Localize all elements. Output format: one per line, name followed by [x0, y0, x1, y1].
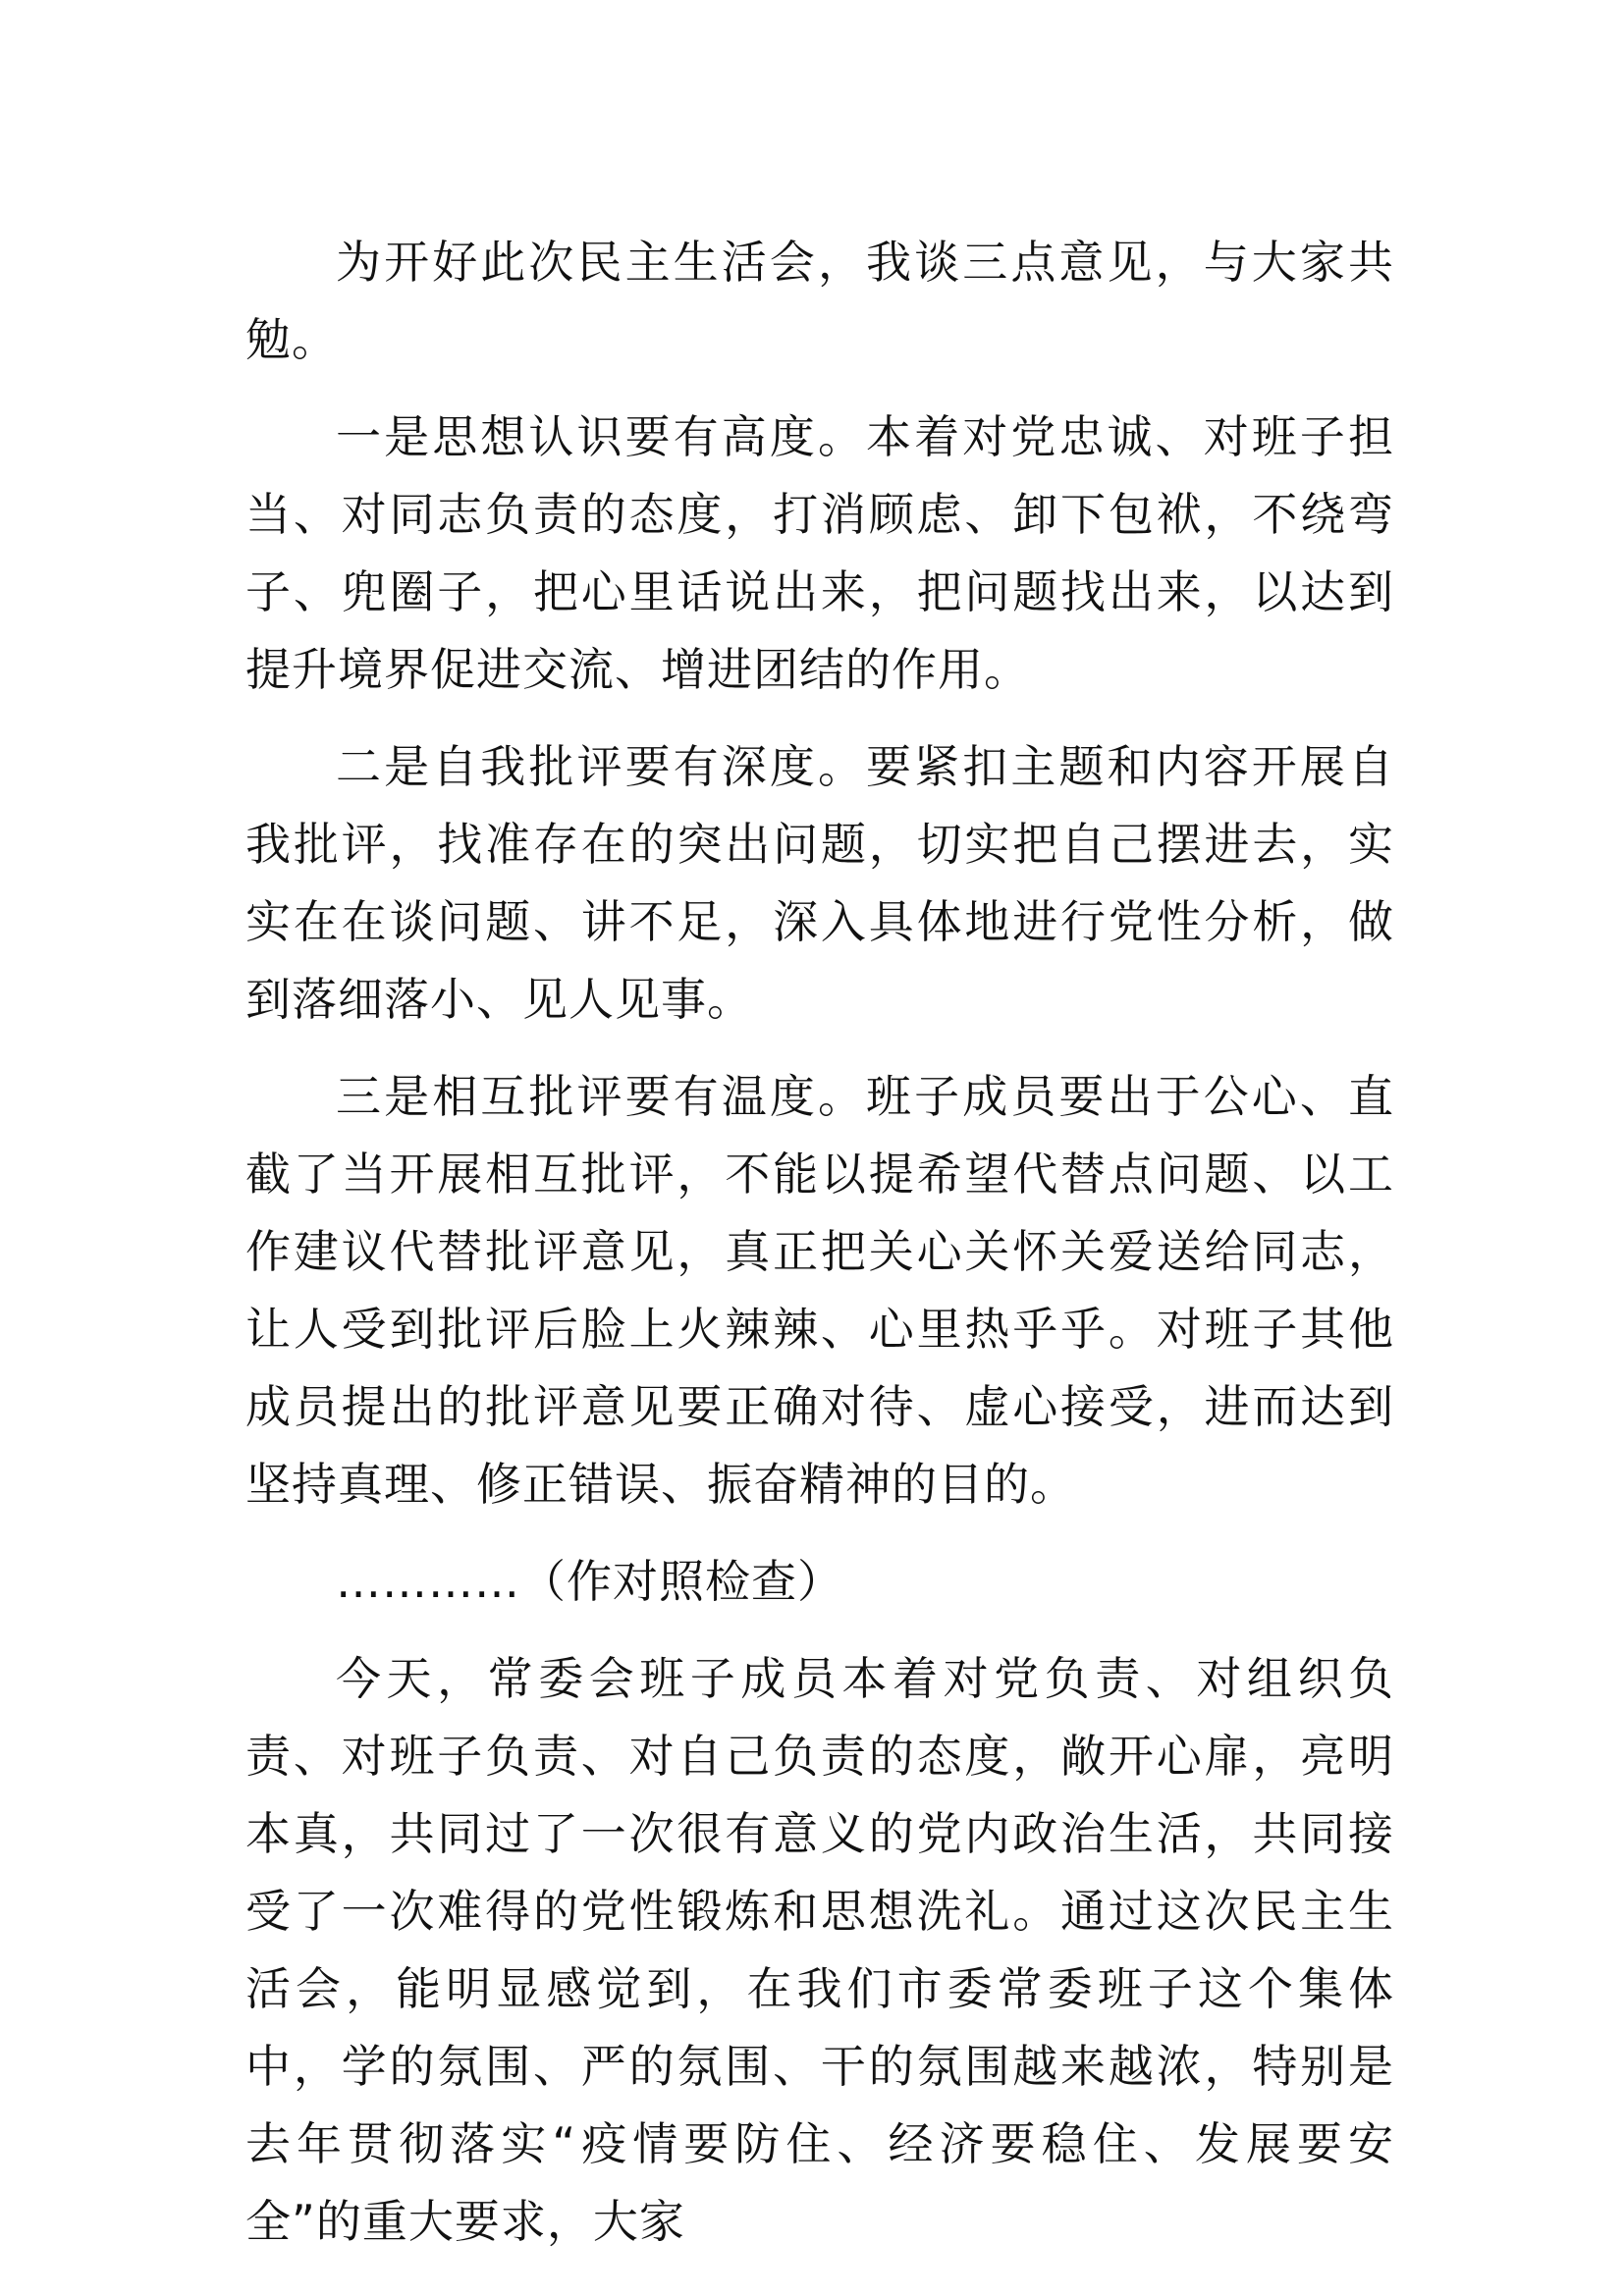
paragraph-ellipsis-note: …………（作对照检查） [336, 1555, 843, 1608]
paragraph-point-three: 三是相互批评要有温度。班子成员要出于公心、直截了当开展相互批评，不能以提希望代替点问题、以工作建议代替批评意见，真正把关心关怀关爱送给同志，让人受到批评后脸上火辣辣、心里热乎乎。对班子其他成员提出的批评意见要正确对待、虚心接受，进而达到坚持真理、修正错误、振奋精神的目的。 [245, 1070, 1394, 1511]
paragraph-point-one: 一是思想认识要有高度。本着对党忠诚、对班子担当、对同志负责的态度，打消顾虑、卸下包袱，不绕弯子、兜圈子，把心里话说出来，把问题找出来，以达到提升境界促进交流、增进团结的作用。 [245, 410, 1394, 696]
paragraph-point-two: 二是自我批评要有深度。要紧扣主题和内容开展自我批评，找准存在的突出问题，切实把自己摆进去，实实在在谈问题、讲不足，深入具体地进行党性分析，做到落细落小、见人见事。 [245, 740, 1394, 1026]
paragraph-today: 今天，常委会班子成员本着对党负责、对组织负责、对班子负责、对自己负责的态度，敞开心扉，亮明本真，共同过了一次很有意义的党内政治生活，共同接受了一次难得的党性锻炼和思想洗礼。通过这次民主生活会，能明显感觉到，在我们市委常委班子这个集体中，学的氛围、严的氛围、干的氛围越来越浓，特别是去年贯彻落实“疫情要防住、经济要稳住、发展要安全”的重大要求，大家 [245, 1652, 1394, 2248]
document-body [245, 224, 1394, 2280]
paragraph-intro: 为开好此次民主生活会，我谈三点意见，与大家共勉。 [245, 236, 1394, 366]
